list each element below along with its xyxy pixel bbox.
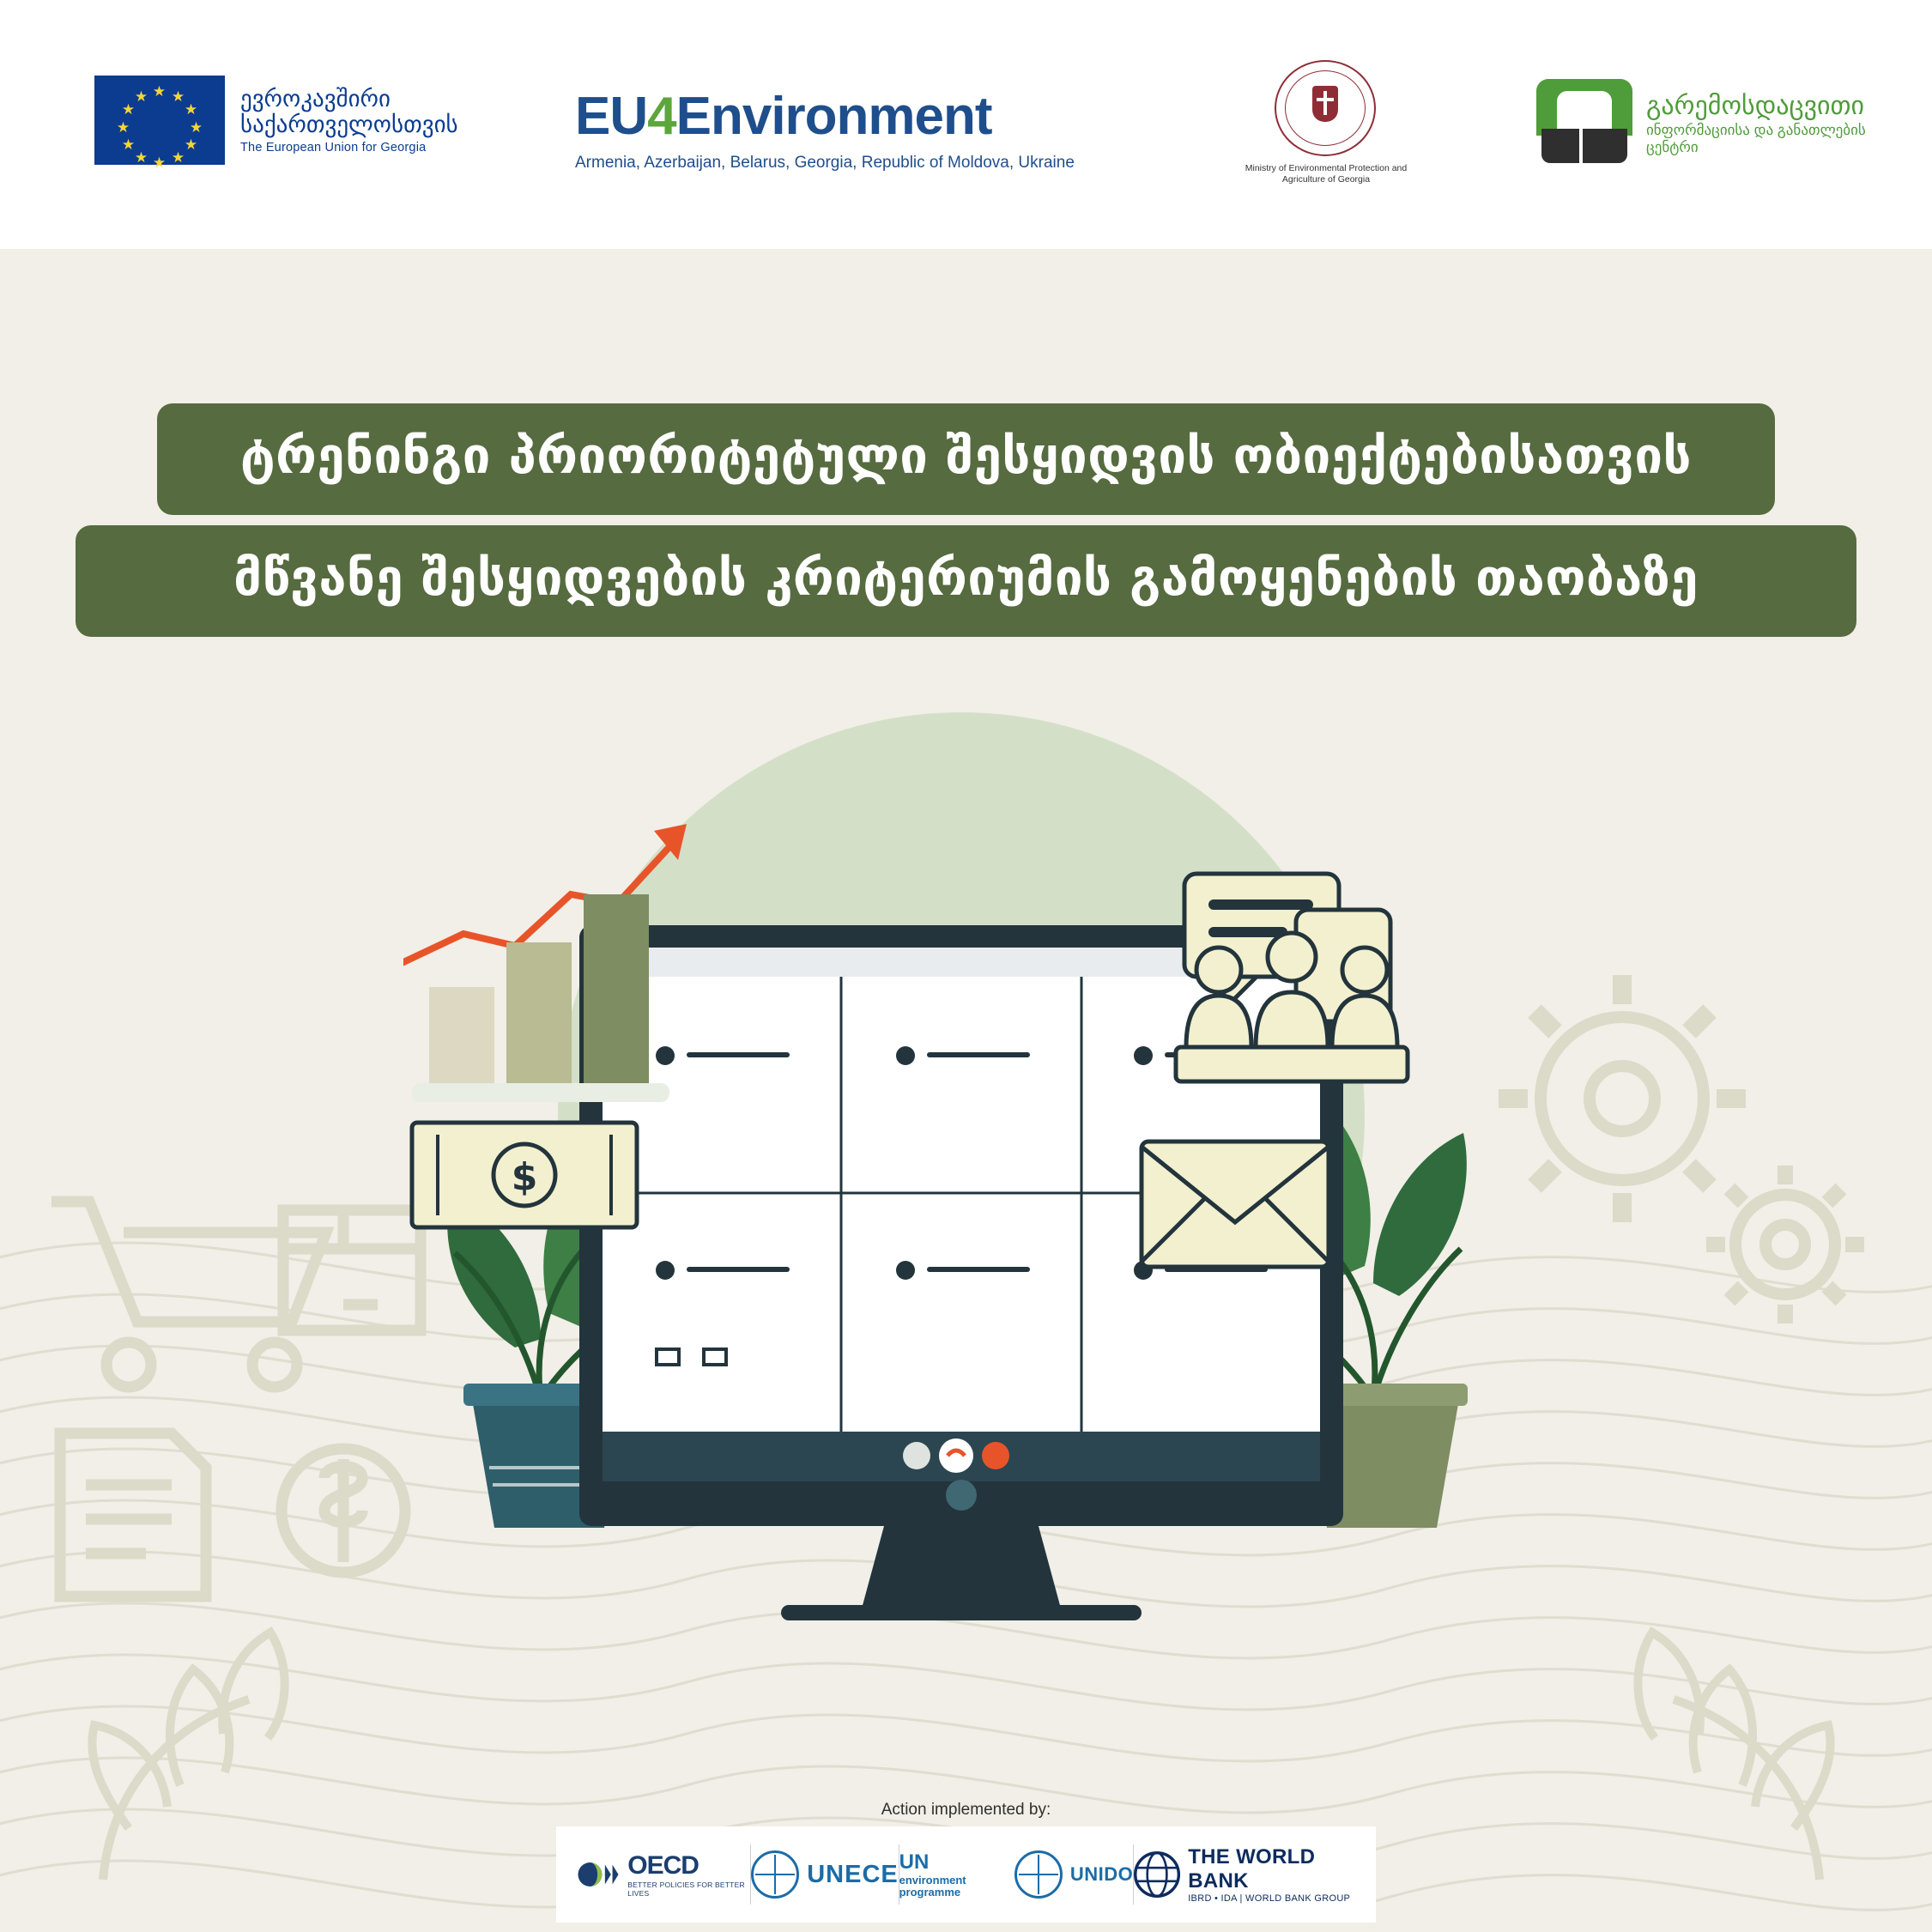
unep-subtitle: environment programme [899, 1874, 966, 1899]
partner-logo-header [0, 0, 1932, 249]
growth-chart [403, 824, 687, 1102]
world-bank-title: THE WORLD BANK [1188, 1845, 1316, 1893]
eu-flag-icon: ★ ★ ★ ★ ★ ★ ★ ★ ★ ★ ★ ★ [94, 76, 225, 165]
eu4env-eu: EU [575, 87, 648, 146]
unece-title: UNECE [807, 1860, 899, 1888]
partner-logo-oecd [575, 1851, 750, 1898]
eu-logo-line2: საქართველოსთვის [240, 111, 458, 137]
unep-title: UN [899, 1850, 930, 1874]
ministry-emblem-icon [1263, 60, 1390, 161]
eu4env-countries: Armenia, Azerbaijan, Belarus, Georgia, Republic of Moldova, Ukraine [575, 154, 1075, 172]
eiec-mark-icon [1536, 79, 1632, 168]
partner-logo-world-bank [1134, 1845, 1357, 1904]
environmental-information-education-centre-logo [1536, 79, 1866, 168]
eiec-line3: ცენტრი [1646, 138, 1699, 155]
implementing-partners-band [556, 1826, 1376, 1923]
eu4env-environment: Environment [675, 87, 992, 146]
european-union-logo [94, 76, 458, 171]
un-emblem-icon [751, 1850, 799, 1899]
eu4env-four: 4 [647, 87, 676, 146]
ministry-of-environment-logo [1227, 60, 1425, 189]
poster-title [0, 403, 1932, 637]
eu-logo-line1: ევროკავშირი [240, 85, 391, 112]
eu4environment-logo [575, 86, 1075, 173]
online-training-illustration [403, 712, 1536, 1639]
unido-emblem-icon [1014, 1850, 1063, 1899]
banknote [412, 1123, 637, 1227]
world-bank-globe-icon [1134, 1848, 1180, 1901]
partner-logo-unece [751, 1850, 899, 1899]
oecd-subtitle: BETTER POLICIES FOR BETTER LIVES [627, 1881, 745, 1898]
page-title-line-2: მწვანე შესყიდვების კრიტერიუმის გამოყენების თაობაზე [76, 525, 1856, 637]
eiec-line2: ინფორმაციისა და განათლების [1646, 121, 1866, 138]
world-bank-subtitle: IBRD • IDA | WORLD BANK GROUP [1188, 1893, 1351, 1904]
envelope-icon [1142, 1142, 1329, 1267]
partner-logo-unido [1014, 1850, 1133, 1899]
eu-logo-line3: The European Union for Georgia [240, 141, 427, 155]
ministry-caption: Ministry of Environmental Protection and Agriculture of Georgia [1245, 163, 1408, 185]
svg-text:$: $ [511, 1155, 538, 1199]
eiec-line1: გარემოსდაცვითი [1646, 92, 1865, 121]
page-title-line-1: ტრენინგი პრიორიტეტული შესყიდვის ობიექტებისათვის [157, 403, 1775, 515]
unido-title: UNIDO [1069, 1863, 1134, 1885]
oecd-globe-icon [575, 1856, 620, 1893]
implemented-by-label: Action implemented by: [881, 1801, 1051, 1819]
oecd-title: OECD [627, 1851, 699, 1880]
audience-group [1176, 933, 1408, 1081]
partner-logo-unep [899, 1850, 1014, 1898]
